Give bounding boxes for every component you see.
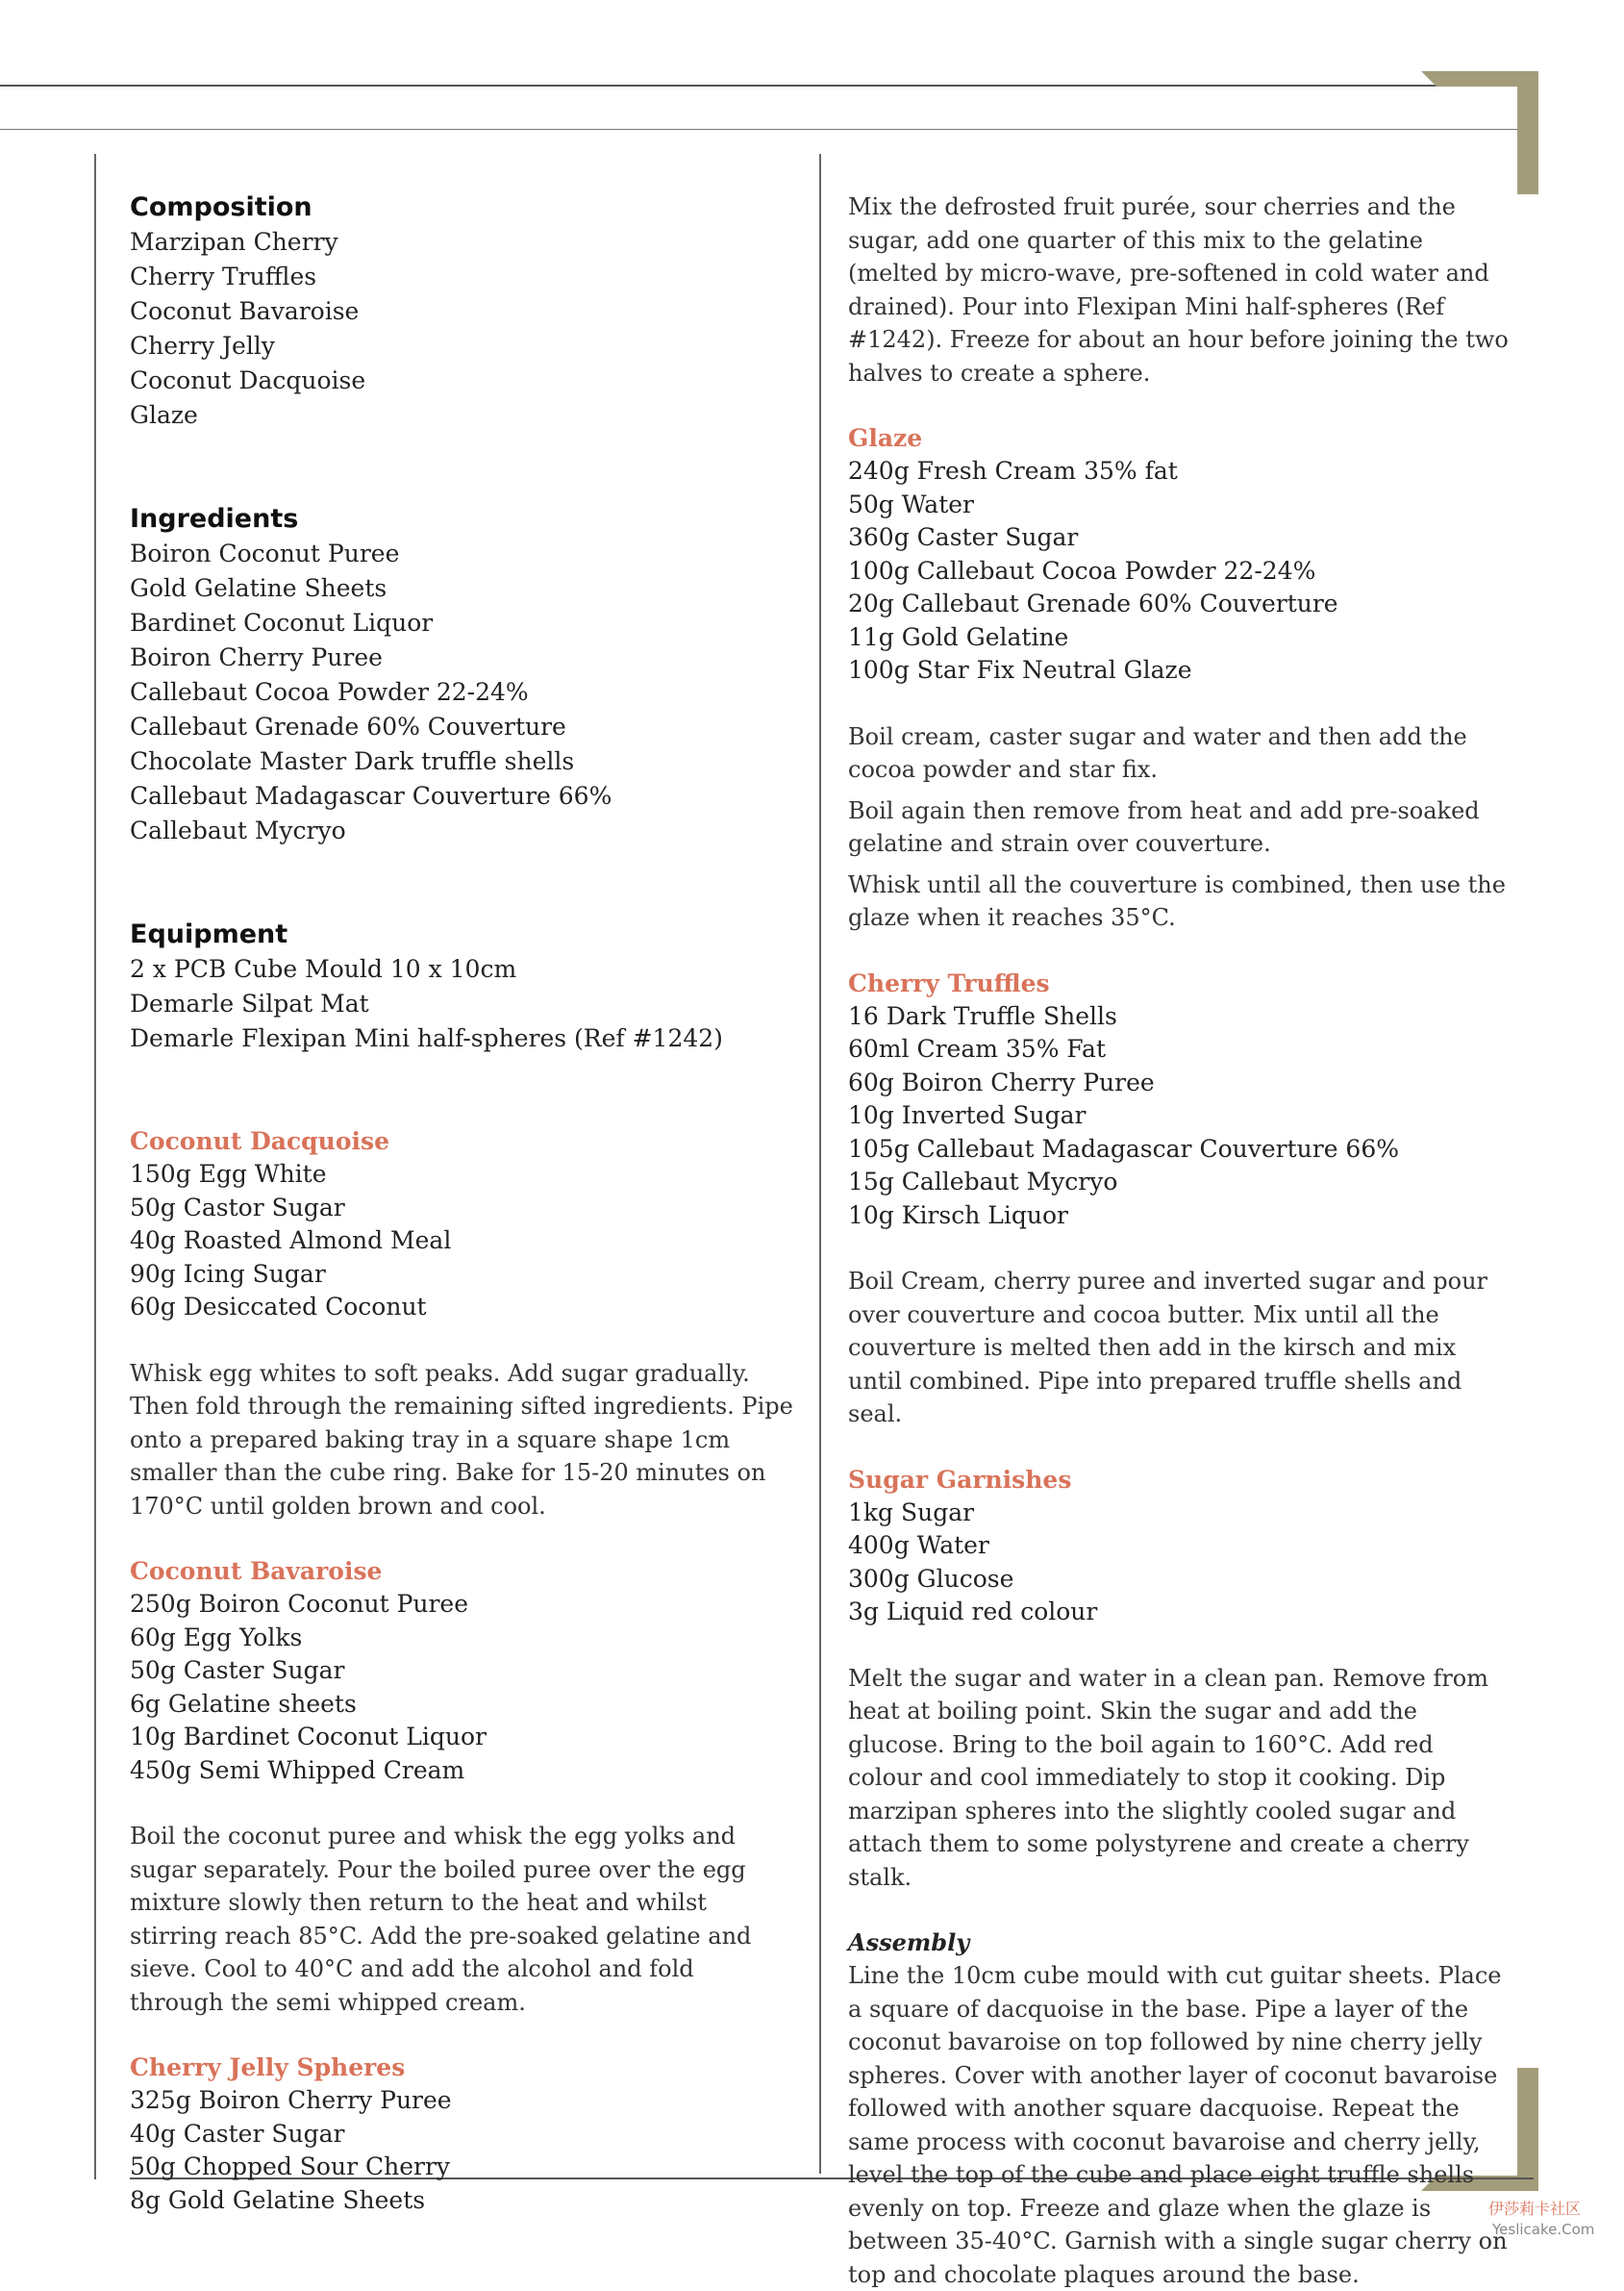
- list-item: 105g Callebaut Madagascar Couverture 66%: [848, 1134, 1399, 1163]
- left-column: [130, 190, 793, 2217]
- glaze-method-3: Whisk until all the couverture is combined, then use the glaze when it reaches 35°C.: [848, 870, 1506, 931]
- list-item: 60g Boiron Cherry Puree: [848, 1068, 1155, 1096]
- list-item: Demarle Flexipan Mini half-spheres (Ref #1242): [130, 1024, 723, 1052]
- list-item: Gold Gelatine Sheets: [130, 574, 387, 602]
- ingredients-list: [130, 537, 793, 848]
- list-item: 6g Gelatine sheets: [130, 1689, 357, 1718]
- list-item: Bardinet Coconut Liquor: [130, 609, 434, 637]
- jelly-heading: Cherry Jelly Spheres: [130, 2053, 406, 2081]
- list-item: Coconut Dacquoise: [130, 366, 366, 394]
- glaze-heading: Glaze: [848, 424, 923, 452]
- glaze-method-2: Boil again then remove from heat and add pre-soaked gelatine and strain over couverture.: [848, 796, 1480, 857]
- list-item: Callebaut Mycryo: [130, 817, 346, 844]
- truffles-method: Boil Cream, cherry puree and inverted sugar and pour over couverture and cocoa butter. Mix until all the couverture is melted then add in the kirsch and mix until combined. Pipe into prepared truffle shells and seal.: [848, 1268, 1488, 1427]
- left-margin-line: [94, 154, 96, 2179]
- list-item: Callebaut Grenade 60% Couverture: [130, 713, 566, 741]
- garnishes-method: Melt the sugar and water in a clean pan. Remove from heat at boiling point. Skin the sugar and add the glucose. Bring to the boil again to 160°C. Add red colour and cool immediately to stop it cooking. Dip marzipan spheres into the slightly cooled sugar and attach them to some polystyrene and create a cherry stalk.: [848, 1664, 1488, 1891]
- top-rule: [0, 85, 1538, 87]
- header-rule: [0, 129, 1519, 130]
- list-item: 15g Callebaut Mycryo: [848, 1168, 1118, 1196]
- list-item: 50g Water: [848, 490, 974, 518]
- composition-heading: Composition: [130, 192, 312, 222]
- dacquoise-heading: Coconut Dacquoise: [130, 1127, 389, 1155]
- list-item: 100g Callebaut Cocoa Powder 22-24%: [848, 556, 1316, 585]
- watermark-url: Yeslicake.Com: [1492, 2221, 1595, 2238]
- list-item: 150g Egg White: [130, 1160, 327, 1188]
- list-item: 100g Star Fix Neutral Glaze: [848, 656, 1192, 684]
- list-item: 450g Semi Whipped Cream: [130, 1755, 465, 1784]
- list-item: Marzipan Cherry: [130, 228, 338, 256]
- list-item: 20g Callebaut Grenade 60% Couverture: [848, 590, 1338, 617]
- list-item: Chocolate Master Dark truffle shells: [130, 747, 575, 775]
- jelly-method: Mix the defrosted fruit purée, sour cherries and the sugar, add one quarter of this mix to the gelatine (melted by micro-wave, pre-softened in cold water and drained). Pour into Flexipan Mini half-spheres (Ref #1242). Freeze for about an hour before joining the two halves to create a sphere.: [848, 193, 1509, 387]
- list-item: 50g Caster Sugar: [130, 1656, 345, 1684]
- list-item: Cherry Jelly: [130, 332, 275, 360]
- list-item: 3g Liquid red colour: [848, 1598, 1098, 1625]
- list-item: 40g Caster Sugar: [130, 2119, 345, 2148]
- list-item: 90g Icing Sugar: [130, 1259, 326, 1288]
- jelly-list: [130, 2084, 793, 2217]
- list-item: 360g Caster Sugar: [848, 523, 1079, 551]
- list-item: 10g Bardinet Coconut Liquor: [130, 1723, 487, 1750]
- list-item: 240g Fresh Cream 35% fat: [848, 457, 1178, 485]
- list-item: 10g Kirsch Liquor: [848, 1200, 1068, 1229]
- list-item: 300g Glucose: [848, 1564, 1014, 1593]
- list-item: Cherry Truffles: [130, 263, 317, 290]
- composition-list: [130, 225, 793, 433]
- truffles-heading: Cherry Truffles: [848, 969, 1050, 997]
- list-item: 60ml Cream 35% Fat: [848, 1035, 1107, 1063]
- glaze-list: [848, 455, 1512, 688]
- right-column: [848, 190, 1512, 2291]
- truffles-list: [848, 1000, 1512, 1233]
- bavaroise-heading: Coconut Bavaroise: [130, 1557, 383, 1585]
- list-item: 1kg Sugar: [848, 1498, 975, 1526]
- equipment-heading: Equipment: [130, 919, 288, 949]
- list-item: Demarle Silpat Mat: [130, 990, 369, 1018]
- glaze-method-1: Boil cream, caster sugar and water and then add the cocoa powder and star fix.: [848, 722, 1467, 783]
- bavaroise-method: Boil the coconut puree and whisk the egg yolks and sugar separately. Pour the boiled puree over the egg mixture slowly then return to the heat and whilst stirring reach 85°C. Add the pre-soaked gelatine and sieve. Cool to 40°C and add the alcohol and fold through the semi whipped cream.: [130, 1823, 752, 2016]
- assembly-heading: Assembly: [848, 1928, 970, 1956]
- list-item: Coconut Bavaroise: [130, 297, 360, 325]
- list-item: 60g Egg Yolks: [130, 1623, 303, 1651]
- list-item: 2 x PCB Cube Mould 10 x 10cm: [130, 955, 517, 983]
- list-item: 16 Dark Truffle Shells: [848, 1001, 1117, 1030]
- list-item: 11g Gold Gelatine: [848, 622, 1069, 651]
- list-item: Glaze: [130, 401, 198, 429]
- list-item: Callebaut Cocoa Powder 22-24%: [130, 678, 529, 706]
- list-item: 50g Chopped Sour Cherry: [130, 2153, 451, 2180]
- bavaroise-list: [130, 1588, 793, 1787]
- list-item: Callebaut Madagascar Couverture 66%: [130, 782, 612, 810]
- equipment-list: [130, 952, 793, 1056]
- list-item: 40g Roasted Almond Meal: [130, 1226, 452, 1254]
- list-item: 8g Gold Gelatine Sheets: [130, 2185, 426, 2214]
- dacquoise-method: Whisk egg whites to soft peaks. Add sugar gradually. Then fold through the remaining sifted ingredients. Pipe onto a prepared baking tray in a square shape 1cm smaller than the cube ring. Bake for 15-20 minutes on 170°C until golden brown and cool.: [130, 1359, 793, 1520]
- ingredients-heading: Ingredients: [130, 504, 299, 534]
- list-item: Boiron Coconut Puree: [130, 540, 400, 567]
- list-item: 325g Boiron Cherry Puree: [130, 2086, 452, 2114]
- list-item: 250g Boiron Coconut Puree: [130, 1590, 469, 1618]
- list-item: Boiron Cherry Puree: [130, 643, 383, 671]
- list-item: 60g Desiccated Coconut: [130, 1293, 427, 1321]
- assembly-method: Line the 10cm cube mould with cut guitar sheets. Place a square of dacquoise in the base. Pipe a layer of the coconut bavaroise on top followed by nine cherry jelly spheres. Cover with another layer of coconut bavaroise followed with another square dacquoise. Repeat the same process with coconut bavaroise and cherry jelly, level the top of the cube and place eight truffle shells evenly on top. Freeze and glaze when the glaze is between 35-40°C. Garnish with a single sugar cherry on top and chocolate plaques around the base.: [848, 1962, 1508, 2288]
- garnishes-list: [848, 1497, 1512, 1629]
- list-item: 50g Castor Sugar: [130, 1193, 345, 1221]
- column-divider: [819, 154, 821, 2174]
- dacquoise-list: [130, 1158, 793, 1324]
- garnishes-heading: Sugar Garnishes: [848, 1465, 1072, 1494]
- watermark-chinese: 伊莎莉卡社区: [1488, 2200, 1582, 2218]
- list-item: 10g Inverted Sugar: [848, 1101, 1087, 1129]
- corner-bracket-top: [1421, 71, 1546, 196]
- list-item: 400g Water: [848, 1531, 989, 1559]
